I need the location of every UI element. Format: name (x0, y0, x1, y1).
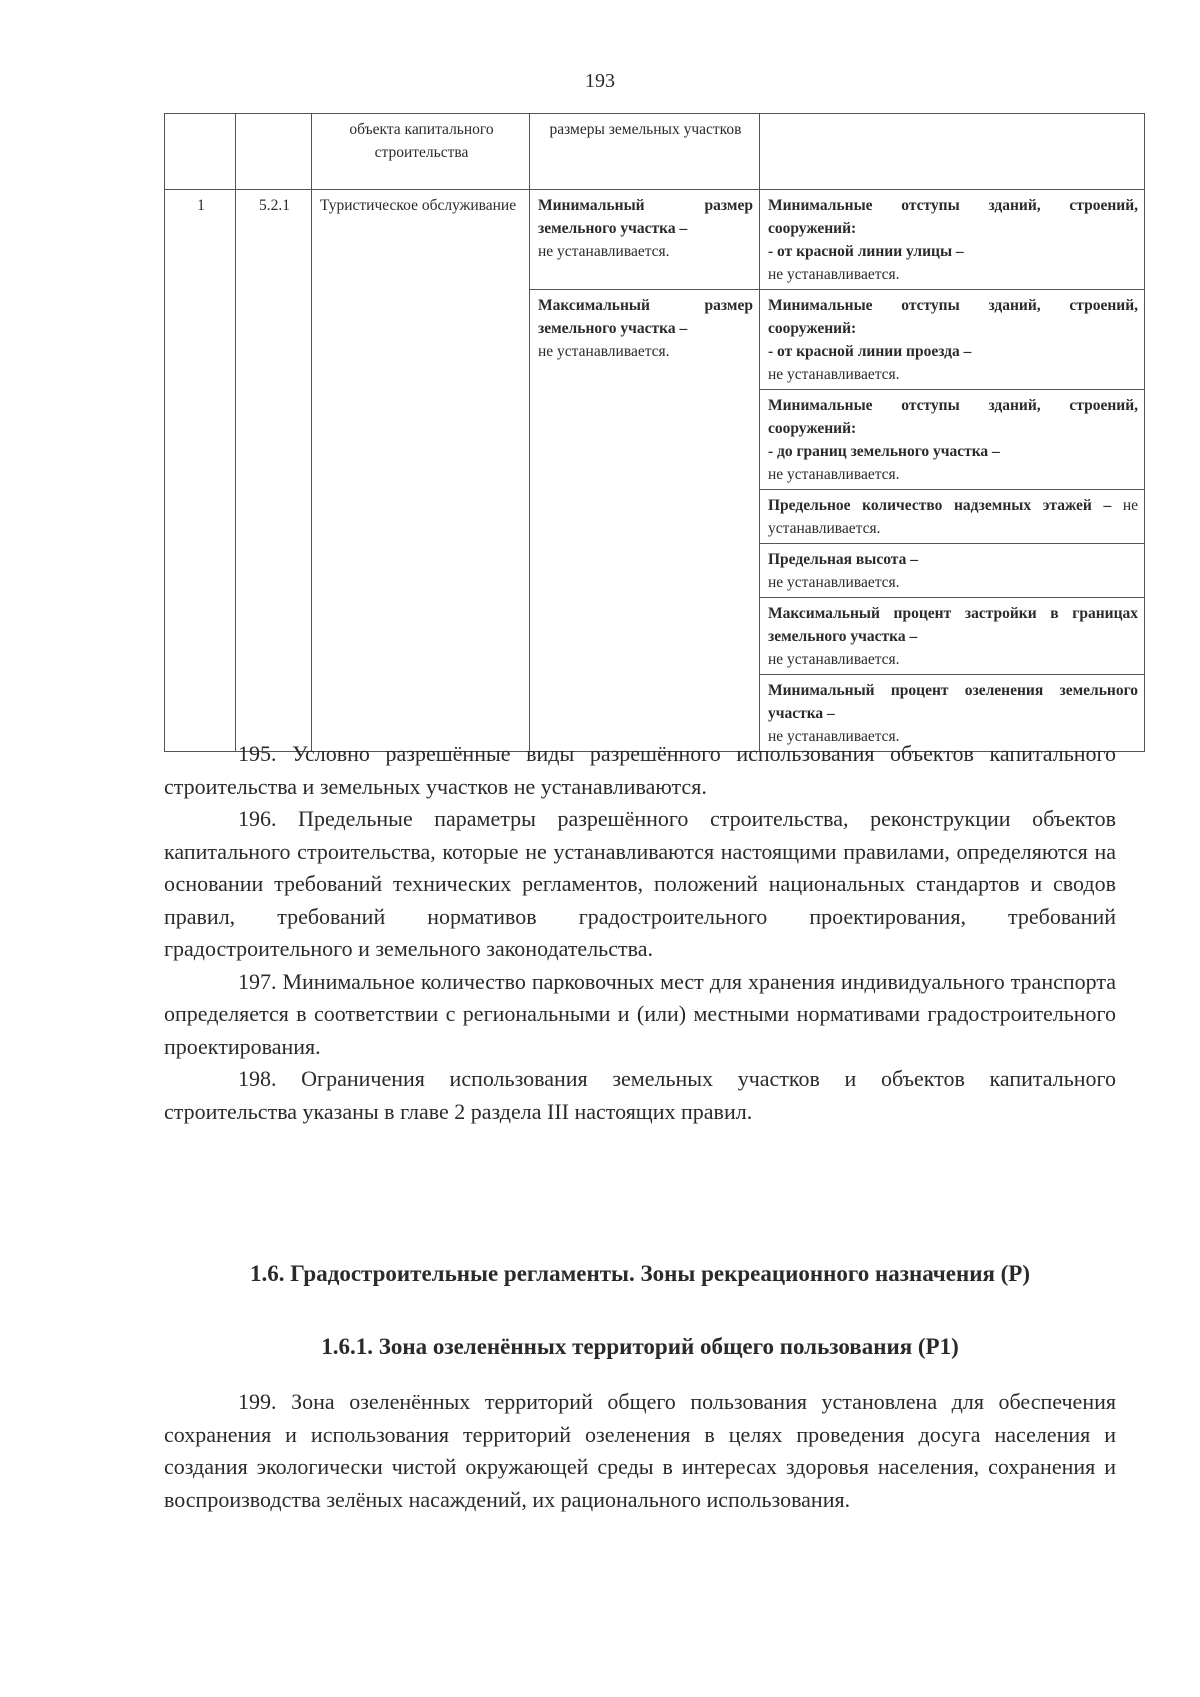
row-use-name: Туристическое обслуживание (312, 190, 530, 752)
param-value: не устанавливается. (768, 651, 900, 668)
param-detail: - от красной линии проезда – (768, 343, 972, 360)
param-cell-max-coverage (760, 598, 1145, 675)
param-detail: - до границ земельного участка – (768, 443, 1000, 460)
regulations-table (164, 113, 1145, 752)
param-cell-height (760, 544, 1145, 598)
param-label: Минимальные отступы зданий, строений, сооружений: (768, 397, 1138, 437)
param-label: Минимальные отступы зданий, строений, сооружений: (768, 197, 1138, 237)
param-value: не устанавливается. (768, 466, 900, 483)
header-cell-sizes: размеры земельных участков (530, 114, 760, 190)
size-label: Минимальный размер земельного участка – (538, 197, 753, 237)
size-value: не устанавливается. (538, 343, 670, 360)
header-cell-code (236, 114, 312, 190)
param-value: не устанавливается. (768, 366, 900, 383)
param-cell-plot-boundary-setback (760, 390, 1145, 490)
table-row (165, 190, 1145, 290)
header-cell-params (760, 114, 1145, 190)
paragraph-197: 197. Минимальное количество парковочных мест для хранения индивидуального транспорта определяется в соответствии с региональными и (или) местными нормативами градостроительного проектирования. (164, 968, 1116, 1059)
paragraph-195: 195. Условно разрешённые виды разрешённого использования объектов капитального строительства и земельных участков не устанавливаются. (164, 741, 1116, 799)
param-value: не устанавливается. (768, 728, 900, 745)
param-value: не устанавливается. (768, 266, 900, 283)
body-paragraphs-2 (164, 1386, 1116, 1516)
param-label: Минимальные отступы зданий, строений, сооружений: (768, 297, 1138, 337)
size-cell-min (530, 190, 760, 290)
param-label: Минимальный процент озеленения земельного участка – (768, 682, 1138, 722)
size-cell-max (530, 290, 760, 752)
table-header-continuation-row (165, 114, 1145, 190)
paragraph-199: 199. Зона озеленённых территорий общего пользования установлена для обеспечения сохранения и использования территорий озеленения в целях проведения досуга населения и создания экологически чистой окружающей среды в интересах здоровья населения, сохранения и воспроизводства зелёных насаждений, их рационального использования. (164, 1389, 1116, 1512)
size-value: не устанавливается. (538, 243, 670, 260)
param-cell-street-setback (760, 190, 1145, 290)
row-code: 5.2.1 (236, 190, 312, 752)
size-label: Максимальный размер земельного участка – (538, 297, 753, 337)
param-cell-floors (760, 490, 1145, 544)
section-heading: 1.6. Градостроительные регламенты. Зоны рекреационного назначения (Р) (249, 1261, 1031, 1286)
param-value: не устанавливается. (768, 574, 900, 591)
body-paragraphs (164, 738, 1116, 1128)
param-cell-driveway-setback (760, 290, 1145, 390)
header-cell-number (165, 114, 236, 190)
param-label: Предельное количество надземных этажей – (768, 497, 1112, 514)
param-label: Предельная высота – (768, 551, 918, 568)
param-value: не устанавливается. (768, 497, 1139, 537)
paragraph-198: 198. Ограничения использования земельных участков и объектов капитального строительства указаны в главе 2 раздела III настоящих правил. (164, 1066, 1116, 1124)
row-number: 1 (165, 190, 236, 752)
param-label: Максимальный процент застройки в границах земельного участка – (768, 605, 1138, 645)
page-number: 193 (585, 70, 615, 92)
subsection-heading: 1.6.1. Зона озеленённых территорий общего пользования (Р1) (321, 1334, 959, 1359)
paragraph-196: 196. Предельные параметры разрешённого строительства, реконструкции объектов капитального строительства, которые не устанавливаются настоящими правилами, определяются на основании требований технических регламентов, положений национальных стандартов и сводов правил, требований нормативов градостроительного проектирования, требований градостроительного и земельного законодательства. (164, 806, 1116, 961)
header-cell-object: объекта капитального строительства (312, 114, 530, 190)
param-detail: - от красной линии улицы – (768, 243, 964, 260)
